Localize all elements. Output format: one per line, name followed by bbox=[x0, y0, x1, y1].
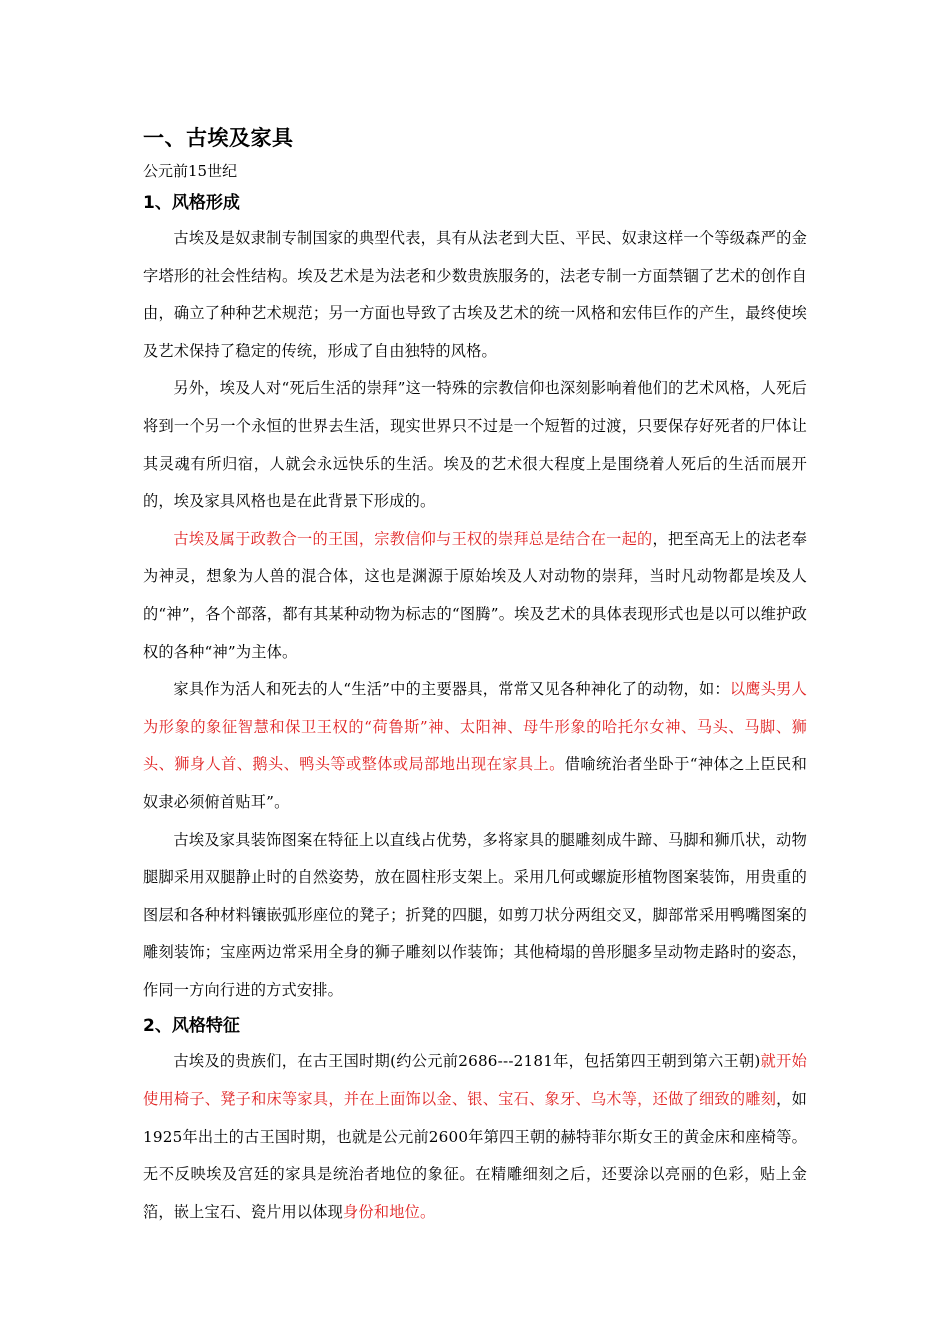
highlight-text: 就开始使用椅子、凳子和床等家具，并在上面饰以金、银、宝石、象牙、乌木等，还做了细致的雕刻 bbox=[143, 1052, 807, 1109]
paragraph bbox=[143, 521, 807, 671]
paragraph-text: 古埃及的贵族们，在古王国时期(约公元前2686---2181年，包括第四王朝到第六王朝) bbox=[173, 1052, 761, 1071]
page-title: 一、古埃及家具 bbox=[143, 126, 294, 150]
section-heading-style-formation: 1、风格形成 bbox=[143, 193, 240, 213]
document-page bbox=[143, 118, 807, 1231]
section-heading-style-features: 2、风格特征 bbox=[143, 1016, 240, 1037]
highlight-text: 古埃及属于政教合一的王国，宗教信仰与王权的崇拜总是结合在一起的 bbox=[173, 529, 653, 548]
paragraph-text: 家具作为活人和死去的人“生活”中的主要器具，常常又见各种神化了的动物，如： bbox=[173, 680, 730, 699]
paragraph bbox=[143, 1043, 807, 1231]
paragraph: 古埃及家具装饰图案在特征上以直线占优势，多将家具的腿雕刻成牛蹄、马脚和狮爪状，动物腿脚采用双腿静止时的自然姿势，放在圆柱形支架上。采用几何或螺旋形植物图案装饰，用贵重的图层和各种材料镶嵌弧形座位的凳子；折凳的四腿，如剪刀状分两组交叉，脚部常采用鸭嘴图案的雕刻装饰；宝座两边常采用全身的狮子雕刻以作装饰；其他椅塌的兽形腿多呈动物走路时的姿态，作同一方向行进的方式安排。 bbox=[143, 830, 807, 999]
paragraph: 古埃及是奴隶制专制国家的典型代表，具有从法老到大臣、平民、奴隶这样一个等级森严的金字塔形的社会性结构。埃及艺术是为法老和少数贵族服务的，法老专制一方面禁锢了艺术的创作自由，确立了种种艺术规范；另一方面也导致了古埃及艺术的统一风格和宏伟巨作的产生，最终使埃及艺术保持了稳定的传统，形成了自由独特的风格。 bbox=[143, 229, 807, 360]
highlight-text: 以鹰头男人为形象的象征智慧和保卫王权的“荷鲁斯”神、太阳神、母牛形象的哈托尔女神、马头、马脚、狮头、狮身人首、鹅头、鸭头等或整体或局部地出现在家具上。 bbox=[143, 680, 807, 774]
paragraph: 另外，埃及人对“死后生活的崇拜”这一特殊的宗教信仰也深刻影响着他们的艺术风格，人死后将到一个另一个永恒的世界去生活，现实世界只不过是一个短暂的过渡，只要保存好死者的尸体让其灵魂有所归宿，人就会永远快乐的生活。埃及的艺术很大程度上是围绕着人死后的生活而展开的，埃及家具风格也是在此背景下形成的。 bbox=[143, 379, 807, 511]
highlight-text: 身份和地位。 bbox=[343, 1202, 436, 1221]
paragraph-text: 借喻统治者坐卧于“神体之上臣民和奴隶必须俯首贴耳”。 bbox=[143, 755, 807, 811]
paragraph-text: ，如1925年出土的古王国时期，也就是公元前2600年第四王朝的赫特菲尔斯女王的黄金床和座椅等。无不反映埃及宫廷的家具是统治者地位的象征。在精雕细刻之后，还要涂以亮丽的色彩，贴上金箔，嵌上宝石、瓷片用以体现 bbox=[143, 1090, 808, 1221]
date-line: 公元前15世纪 bbox=[143, 162, 238, 180]
paragraph bbox=[143, 671, 807, 821]
paragraph-text: ，把至高无上的法老奉为神灵，想象为人兽的混合体，这也是渊源于原始埃及人对动物的崇拜，当时凡动物都是埃及人的“神”，各个部落，都有其某种动物为标志的“图腾”。埃及艺术的具体表现形式也是以可以维护政权的各种“神”为主体。 bbox=[143, 529, 808, 661]
